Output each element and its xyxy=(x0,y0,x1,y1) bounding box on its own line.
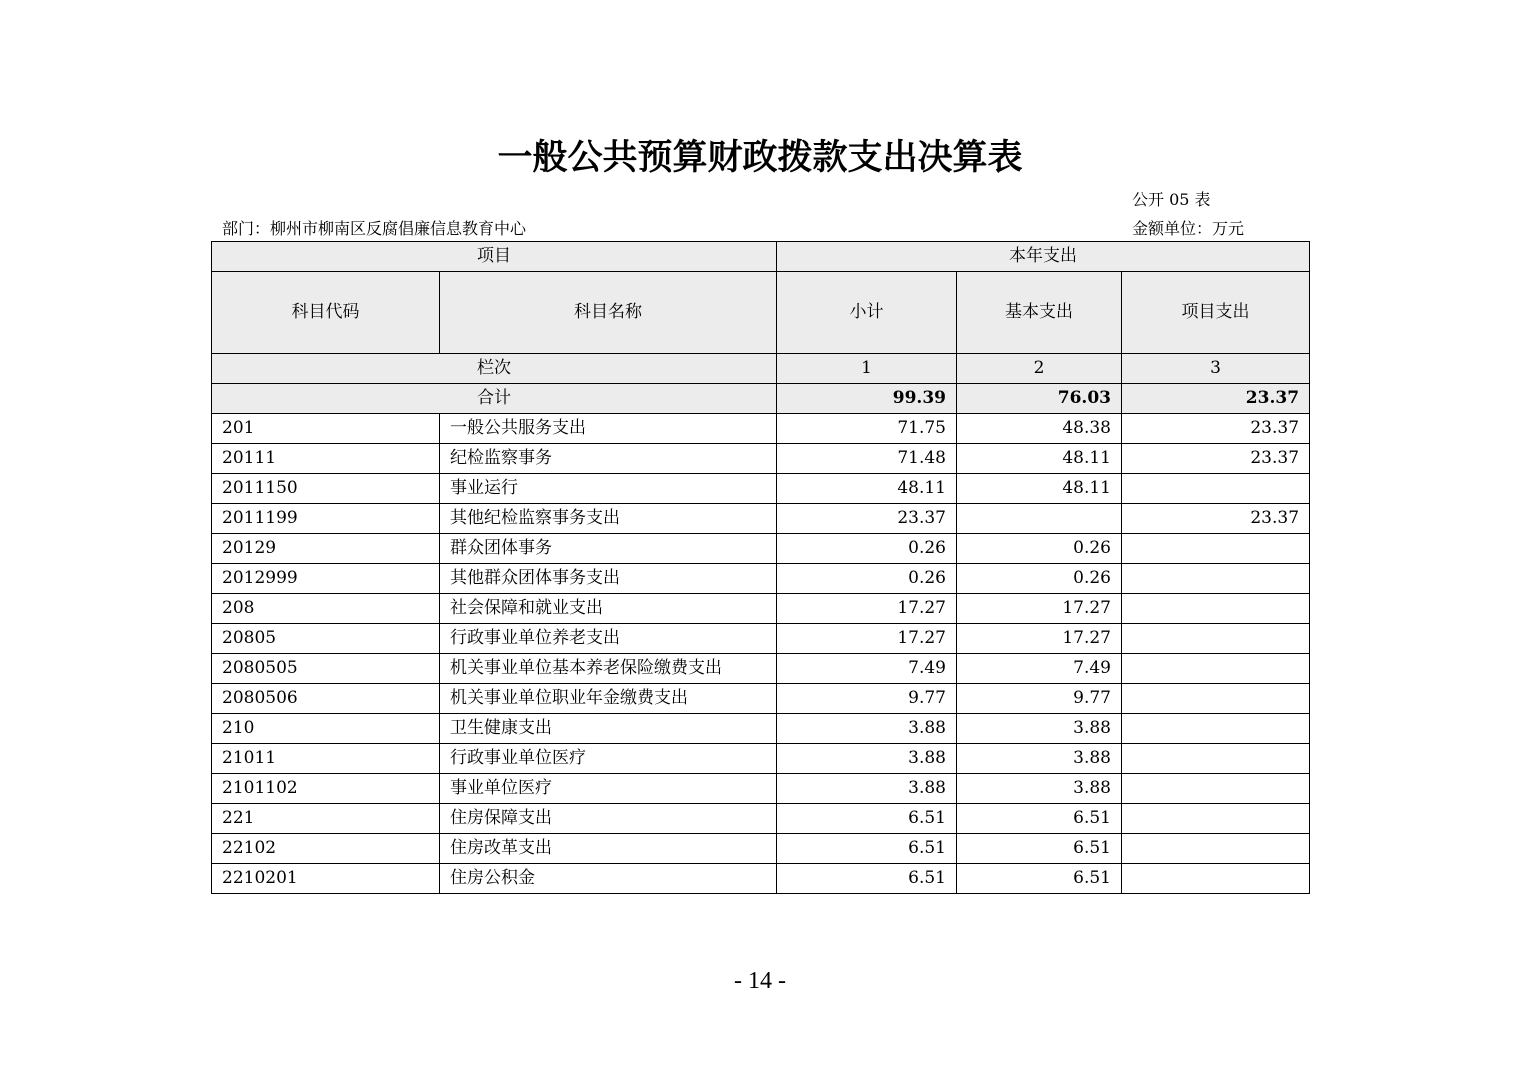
table-row xyxy=(212,744,1310,774)
total-project: 23.37 xyxy=(1122,384,1310,414)
page-title: 一般公共预算财政拨款支出决算表 xyxy=(497,137,1023,178)
cell-name: 机关事业单位职业年金缴费支出 xyxy=(440,684,777,714)
index-1: 1 xyxy=(777,354,957,384)
cell-subtotal: 71.75 xyxy=(777,414,957,444)
table-row xyxy=(212,594,1310,624)
cell-project xyxy=(1122,684,1310,714)
cell-name: 其他群众团体事务支出 xyxy=(440,564,777,594)
total-label: 合计 xyxy=(212,384,777,414)
cell-subtotal: 3.88 xyxy=(777,714,957,744)
cell-subtotal: 0.26 xyxy=(777,564,957,594)
table-row xyxy=(212,654,1310,684)
index-3: 3 xyxy=(1122,354,1310,384)
cell-name: 住房保障支出 xyxy=(440,804,777,834)
cell-code: 20129 xyxy=(212,534,440,564)
cell-code: 2080505 xyxy=(212,654,440,684)
cell-project: 23.37 xyxy=(1122,504,1310,534)
cell-name: 住房改革支出 xyxy=(440,834,777,864)
header-row-group xyxy=(212,242,1310,272)
amount-unit-label: 金额单位：万元 xyxy=(1132,219,1245,238)
cell-code: 2012999 xyxy=(212,564,440,594)
cell-project xyxy=(1122,804,1310,834)
cell-basic: 6.51 xyxy=(957,864,1122,894)
department-label: 部门：柳州市柳南区反腐倡廉信息教育中心 xyxy=(222,219,527,238)
header-project: 项目 xyxy=(212,242,777,272)
cell-basic: 6.51 xyxy=(957,834,1122,864)
cell-name: 纪检监察事务 xyxy=(440,444,777,474)
index-row xyxy=(212,354,1310,384)
total-row xyxy=(212,384,1310,414)
cell-code: 2210201 xyxy=(212,864,440,894)
cell-project xyxy=(1122,594,1310,624)
cell-project: 23.37 xyxy=(1122,414,1310,444)
table-row xyxy=(212,534,1310,564)
header-subtotal: 小计 xyxy=(777,272,957,354)
cell-basic: 3.88 xyxy=(957,714,1122,744)
cell-subtotal: 7.49 xyxy=(777,654,957,684)
cell-basic: 0.26 xyxy=(957,534,1122,564)
header-code: 科目代码 xyxy=(212,272,440,354)
table-row xyxy=(212,714,1310,744)
cell-subtotal: 6.51 xyxy=(777,864,957,894)
cell-name: 住房公积金 xyxy=(440,864,777,894)
cell-name: 一般公共服务支出 xyxy=(440,414,777,444)
cell-project: 23.37 xyxy=(1122,444,1310,474)
cell-code: 2101102 xyxy=(212,774,440,804)
cell-subtotal: 3.88 xyxy=(777,774,957,804)
cell-subtotal: 9.77 xyxy=(777,684,957,714)
cell-name: 行政事业单位养老支出 xyxy=(440,624,777,654)
index-2: 2 xyxy=(957,354,1122,384)
table-row xyxy=(212,684,1310,714)
total-subtotal: 99.39 xyxy=(777,384,957,414)
cell-name: 机关事业单位基本养老保险缴费支出 xyxy=(440,654,777,684)
cell-code: 201 xyxy=(212,414,440,444)
cell-code: 2011199 xyxy=(212,504,440,534)
cell-code: 22102 xyxy=(212,834,440,864)
cell-project xyxy=(1122,714,1310,744)
cell-name: 社会保障和就业支出 xyxy=(440,594,777,624)
header-name: 科目名称 xyxy=(440,272,777,354)
cell-subtotal: 0.26 xyxy=(777,534,957,564)
cell-basic: 17.27 xyxy=(957,624,1122,654)
cell-subtotal: 6.51 xyxy=(777,804,957,834)
cell-project xyxy=(1122,534,1310,564)
header-year-expense: 本年支出 xyxy=(777,242,1310,272)
cell-subtotal: 48.11 xyxy=(777,474,957,504)
cell-name: 群众团体事务 xyxy=(440,534,777,564)
cell-project xyxy=(1122,474,1310,504)
table-row xyxy=(212,804,1310,834)
cell-code: 2011150 xyxy=(212,474,440,504)
cell-project xyxy=(1122,774,1310,804)
cell-name: 卫生健康支出 xyxy=(440,714,777,744)
cell-subtotal: 71.48 xyxy=(777,444,957,474)
header-row-columns xyxy=(212,272,1310,354)
cell-code: 20805 xyxy=(212,624,440,654)
table-row xyxy=(212,444,1310,474)
cell-name: 行政事业单位医疗 xyxy=(440,744,777,774)
cell-basic: 17.27 xyxy=(957,594,1122,624)
cell-basic: 48.11 xyxy=(957,444,1122,474)
cell-basic: 6.51 xyxy=(957,804,1122,834)
header-basic: 基本支出 xyxy=(957,272,1122,354)
cell-project xyxy=(1122,864,1310,894)
cell-basic: 48.38 xyxy=(957,414,1122,444)
expenditure-table xyxy=(211,241,1310,894)
cell-project xyxy=(1122,624,1310,654)
cell-basic: 0.26 xyxy=(957,564,1122,594)
page-number: - 14 - xyxy=(734,968,786,994)
cell-subtotal: 6.51 xyxy=(777,834,957,864)
cell-subtotal: 23.37 xyxy=(777,504,957,534)
cell-project xyxy=(1122,564,1310,594)
cell-code: 221 xyxy=(212,804,440,834)
table-row xyxy=(212,834,1310,864)
index-label: 栏次 xyxy=(212,354,777,384)
cell-basic: 9.77 xyxy=(957,684,1122,714)
table-row xyxy=(212,774,1310,804)
cell-code: 210 xyxy=(212,714,440,744)
cell-project xyxy=(1122,744,1310,774)
cell-code: 20111 xyxy=(212,444,440,474)
cell-basic: 7.49 xyxy=(957,654,1122,684)
cell-name: 事业运行 xyxy=(440,474,777,504)
cell-project xyxy=(1122,834,1310,864)
table-row xyxy=(212,504,1310,534)
table-row xyxy=(212,624,1310,654)
cell-name: 其他纪检监察事务支出 xyxy=(440,504,777,534)
cell-subtotal: 17.27 xyxy=(777,624,957,654)
cell-code: 2080506 xyxy=(212,684,440,714)
cell-subtotal: 3.88 xyxy=(777,744,957,774)
cell-subtotal: 17.27 xyxy=(777,594,957,624)
form-number: 公开 05 表 xyxy=(1132,190,1211,209)
total-basic: 76.03 xyxy=(957,384,1122,414)
table-row xyxy=(212,414,1310,444)
cell-basic: 48.11 xyxy=(957,474,1122,504)
cell-name: 事业单位医疗 xyxy=(440,774,777,804)
table-row xyxy=(212,864,1310,894)
cell-basic: 3.88 xyxy=(957,744,1122,774)
header-project-expense: 项目支出 xyxy=(1122,272,1310,354)
cell-basic: 3.88 xyxy=(957,774,1122,804)
cell-basic xyxy=(957,504,1122,534)
table-row xyxy=(212,564,1310,594)
table-row xyxy=(212,474,1310,504)
cell-code: 21011 xyxy=(212,744,440,774)
cell-code: 208 xyxy=(212,594,440,624)
cell-project xyxy=(1122,654,1310,684)
